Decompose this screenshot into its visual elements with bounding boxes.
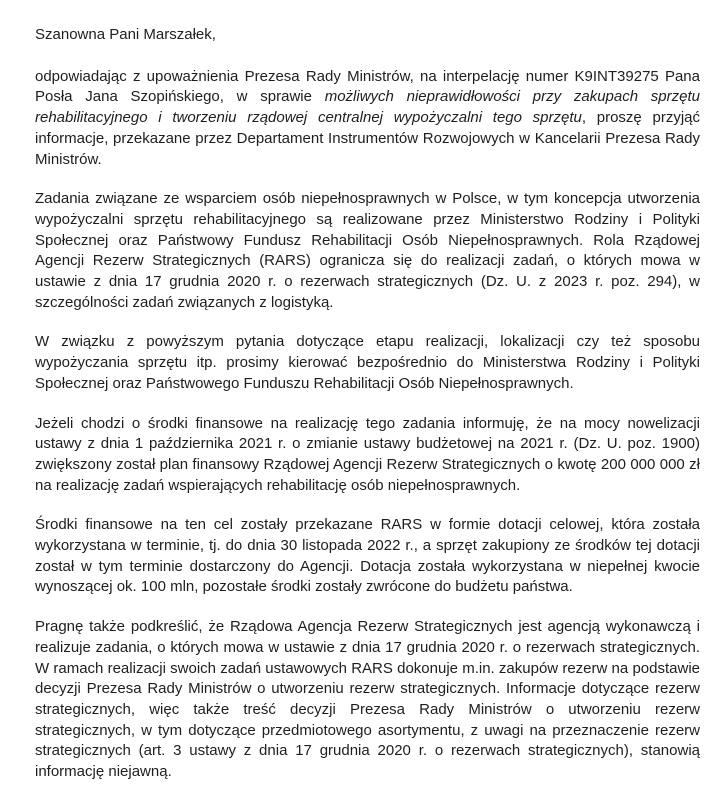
paragraph-classified-info: Pragnę także podkreślić, że Rządowa Agencja Rezerw Strategicznych jest agencją wykonawczą i realizuje zadania, o których mowa w ustawie z dnia 17 grudnia 2020 r. o rezerwach strategicznych. W ramach realizacji swoich zadań ustawowych RARS dokonuje m.in. zakupów rezerw na podstawie decyzji Prezesa Rady Ministrów o utworzeniu rezerw strategicznych. Informacje dotyczące rezerw strategicznych, więc także treść decyzji Prezesa Rady Ministrów o utworzeniu rezerw strategicznych, w tym dotyczące przedmiotowego asortymentu, z uwagi na przeznaczenie rezerw strategicznych (art. 3 ustawy z dnia 17 grudnia 2020 r. o rezerwach strategicznych), stanowią informację niejawną. [35,618,700,781]
paragraph-budget-amendment: Jeżeli chodzi o środki finansowe na realizację tego zadania informuję, że na mocy nowelizacji ustawy z dnia 1 października 2021 r. o zmianie ustawy budżetowej na 2021 r. (Dz. U. poz. 1900) zwiększony został plan finansowy Rządowej Agencji Rezerw Strategicznych o kwotę 200 000 000 zł na realizację zadań wspierających rehabilitację osób niepełnosprawnych. [35,414,700,494]
paragraph-tasks-support: Zadania związane ze wsparciem osób niepełnosprawnych w Polsce, w tym koncepcja utworzenia wypożyczalni sprzętu rehabilitacyjnego są realizowane przez Ministerstwo Rodziny i Polityki Społecznej oraz Państwowy Fundusz Rehabilitacji Osób Niepełnosprawnych. Rola Rządowej Agencji Rezerw Strategicznych (RARS) ogranicza się do realizacji zadań, o których mowa w ustawie z dnia 17 grudnia 2020 r. o rezerwach strategicznych (Dz. U. z 2023 r. poz. 294), w szczególności zadań związanych z logistyką. [35,190,700,311]
paragraph-redirect-questions: W związku z powyższym pytania dotyczące etapu realizacji, lokalizacji czy też sposobu wypożyczania sprzętu itp. prosimy kierować bezpośrednio do Ministerstwa Rodziny i Polityki Społecznej oraz Państwowego Funduszu Rehabilitacji Osób Niepełnosprawnych. [35,333,700,392]
paragraph-intro [35,67,700,171]
interpellation-subject-italic: możliwych nieprawidłowości przy zakupach sprzętu rehabilitacyjnego i tworzeniu rządowej centralnej wypożyczalni tego sprzętu [35,88,700,127]
paragraph-grant-usage: Środki finansowe na ten cel zostały przekazane RARS w formie dotacji celowej, która została wykorzystana w terminie, tj. do dnia 30 listopada 2022 r., a sprzęt zakupiony ze środków tej dotacji został w tym terminie dostarczony do Agencji. Dotacja została wykorzystana w niepełnej kwocie wynoszącej ok. 100 mln, pozostałe środki zostały zwrócone do budżetu państwa. [35,516,700,596]
intro-text-before-italic: odpowiadając z upoważnienia Prezesa Rady Ministrów, na interpelację numer K9INT39275 Pana Posła Jana Szopińskiego, w sprawie [35,67,700,106]
salutation: Szanowna Pani Marszałek, [35,26,216,43]
intro-text-after-italic: , proszę przyjąć informacje, przekazane przez Departament Instrumentów Rozwojowych w Kancelarii Prezesa Rady Ministrów. [35,109,700,168]
